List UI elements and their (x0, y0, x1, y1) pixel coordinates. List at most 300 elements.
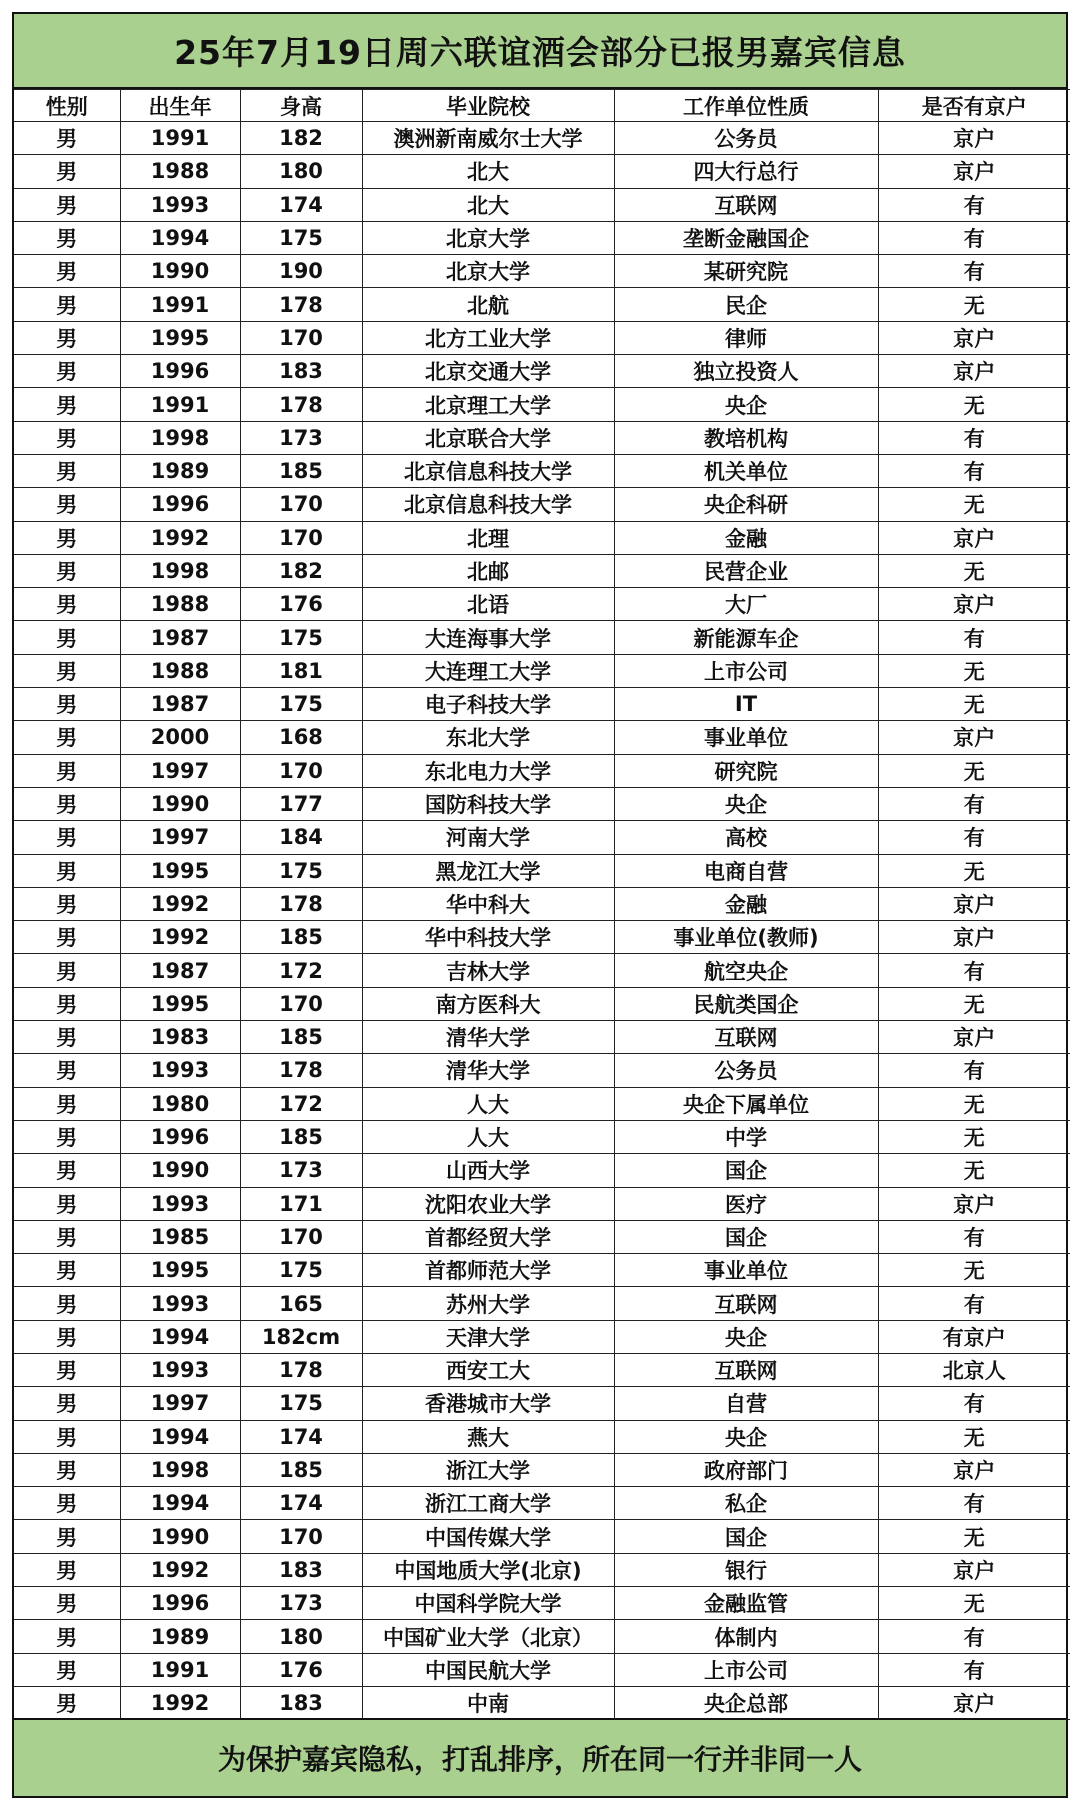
cell-beijing-hukou: 无 (878, 1420, 1070, 1453)
cell-employer-type: 央企 (614, 1320, 878, 1353)
cell-employer-type: 航空央企 (614, 954, 878, 987)
cell-height: 170 (240, 1220, 362, 1253)
cell-school: 北语 (362, 588, 614, 621)
cell-gender: 男 (14, 1220, 120, 1253)
cell-employer-type: 互联网 (614, 1287, 878, 1320)
cell-gender: 男 (14, 221, 120, 254)
cell-beijing-hukou: 北京人 (878, 1353, 1070, 1386)
cell-beijing-hukou: 有 (878, 1620, 1070, 1653)
cell-gender: 男 (14, 1387, 120, 1420)
cell-school: 吉林大学 (362, 954, 614, 987)
cell-beijing-hukou: 无 (878, 854, 1070, 887)
cell-beijing-hukou: 无 (878, 1520, 1070, 1553)
cell-employer-type: 民营企业 (614, 554, 878, 587)
cell-height: 171 (240, 1187, 362, 1220)
cell-gender: 男 (14, 421, 120, 454)
cell-birth-year: 1995 (120, 987, 240, 1020)
cell-employer-type: 自营 (614, 1387, 878, 1420)
cell-beijing-hukou: 京户 (878, 721, 1070, 754)
cell-height: 178 (240, 288, 362, 321)
cell-height: 178 (240, 388, 362, 421)
cell-gender: 男 (14, 1287, 120, 1320)
cell-school: 北方工业大学 (362, 321, 614, 354)
cell-height: 172 (240, 1087, 362, 1120)
cell-gender: 男 (14, 1453, 120, 1486)
cell-employer-type: 国企 (614, 1220, 878, 1253)
cell-birth-year: 1993 (120, 188, 240, 221)
table-row (14, 421, 1070, 454)
cell-height: 173 (240, 421, 362, 454)
cell-height: 178 (240, 1353, 362, 1386)
cell-height: 190 (240, 255, 362, 288)
cell-school: 清华大学 (362, 1054, 614, 1087)
cell-beijing-hukou: 京户 (878, 122, 1070, 155)
cell-height: 170 (240, 987, 362, 1020)
cell-beijing-hukou: 有 (878, 454, 1070, 487)
cell-gender: 男 (14, 954, 120, 987)
cell-gender: 男 (14, 921, 120, 954)
cell-employer-type: 央企下属单位 (614, 1087, 878, 1120)
table-row (14, 488, 1070, 521)
cell-beijing-hukou: 京户 (878, 1686, 1070, 1719)
cell-birth-year: 1987 (120, 688, 240, 721)
cell-gender: 男 (14, 288, 120, 321)
cell-school: 华中科技大学 (362, 921, 614, 954)
privacy-note: 为保护嘉宾隐私，打乱排序，所在同一行并非同一人 (14, 1718, 1066, 1796)
cell-height: 176 (240, 588, 362, 621)
cell-birth-year: 1988 (120, 155, 240, 188)
cell-employer-type: 民航类国企 (614, 987, 878, 1020)
cell-employer-type: 国企 (614, 1520, 878, 1553)
cell-school: 大连理工大学 (362, 654, 614, 687)
table-row (14, 1487, 1070, 1520)
cell-birth-year: 1991 (120, 288, 240, 321)
cell-gender: 男 (14, 1587, 120, 1620)
table-row (14, 887, 1070, 920)
cell-birth-year: 1985 (120, 1220, 240, 1253)
cell-gender: 男 (14, 1320, 120, 1353)
table-row (14, 1520, 1070, 1553)
cell-school: 北大 (362, 155, 614, 188)
cell-height: 175 (240, 1254, 362, 1287)
cell-birth-year: 1991 (120, 388, 240, 421)
cell-beijing-hukou: 无 (878, 288, 1070, 321)
cell-school: 苏州大学 (362, 1287, 614, 1320)
cell-employer-type: 国企 (614, 1154, 878, 1187)
cell-employer-type: 金融监管 (614, 1587, 878, 1620)
cell-gender: 男 (14, 654, 120, 687)
cell-employer-type: 互联网 (614, 1353, 878, 1386)
cell-gender: 男 (14, 188, 120, 221)
cell-beijing-hukou: 无 (878, 1587, 1070, 1620)
cell-employer-type: 机关单位 (614, 454, 878, 487)
cell-height: 176 (240, 1653, 362, 1686)
cell-beijing-hukou: 有 (878, 787, 1070, 820)
cell-employer-type: 上市公司 (614, 1653, 878, 1686)
cell-birth-year: 1987 (120, 621, 240, 654)
cell-school: 国防科技大学 (362, 787, 614, 820)
cell-height: 172 (240, 954, 362, 987)
table-row (14, 954, 1070, 987)
table-row (14, 355, 1070, 388)
cell-employer-type: 上市公司 (614, 654, 878, 687)
cell-gender: 男 (14, 987, 120, 1020)
table-row (14, 787, 1070, 820)
cell-school: 北京大学 (362, 221, 614, 254)
cell-gender: 男 (14, 1254, 120, 1287)
cell-gender: 男 (14, 588, 120, 621)
cell-beijing-hukou: 无 (878, 688, 1070, 721)
table-row (14, 754, 1070, 787)
cell-school: 沈阳农业大学 (362, 1187, 614, 1220)
cell-employer-type: 民企 (614, 288, 878, 321)
cell-beijing-hukou: 无 (878, 554, 1070, 587)
cell-gender: 男 (14, 1620, 120, 1653)
cell-birth-year: 1994 (120, 221, 240, 254)
cell-employer-type: 事业单位 (614, 721, 878, 754)
cell-height: 178 (240, 1054, 362, 1087)
table-row (14, 621, 1070, 654)
cell-beijing-hukou: 无 (878, 754, 1070, 787)
header-employer-type: 工作单位性质 (614, 90, 878, 122)
cell-height: 165 (240, 1287, 362, 1320)
cell-gender: 男 (14, 1120, 120, 1153)
cell-gender: 男 (14, 122, 120, 155)
cell-birth-year: 1994 (120, 1420, 240, 1453)
cell-height: 173 (240, 1587, 362, 1620)
table-row (14, 1120, 1070, 1153)
cell-height: 170 (240, 488, 362, 521)
table-row (14, 921, 1070, 954)
cell-school: 北京信息科技大学 (362, 454, 614, 487)
cell-employer-type: IT (614, 688, 878, 721)
cell-height: 185 (240, 921, 362, 954)
cell-employer-type: 央企 (614, 388, 878, 421)
table-row (14, 1154, 1070, 1187)
header-birth-year: 出生年 (120, 90, 240, 122)
cell-beijing-hukou: 无 (878, 987, 1070, 1020)
cell-height: 174 (240, 188, 362, 221)
cell-beijing-hukou: 无 (878, 1087, 1070, 1120)
cell-birth-year: 1998 (120, 554, 240, 587)
header-school: 毕业院校 (362, 90, 614, 122)
cell-school: 人大 (362, 1120, 614, 1153)
cell-height: 182 (240, 554, 362, 587)
cell-birth-year: 1997 (120, 821, 240, 854)
cell-height: 170 (240, 754, 362, 787)
cell-birth-year: 2000 (120, 721, 240, 754)
cell-employer-type: 电商自营 (614, 854, 878, 887)
cell-birth-year: 1992 (120, 521, 240, 554)
cell-gender: 男 (14, 255, 120, 288)
cell-beijing-hukou: 京户 (878, 1021, 1070, 1054)
cell-height: 185 (240, 1021, 362, 1054)
cell-gender: 男 (14, 1653, 120, 1686)
cell-height: 185 (240, 454, 362, 487)
cell-gender: 男 (14, 754, 120, 787)
cell-school: 黑龙江大学 (362, 854, 614, 887)
guest-info-sheet (12, 12, 1068, 1798)
table-row (14, 1254, 1070, 1287)
cell-beijing-hukou: 京户 (878, 887, 1070, 920)
table-row (14, 1287, 1070, 1320)
cell-height: 181 (240, 654, 362, 687)
cell-height: 184 (240, 821, 362, 854)
cell-beijing-hukou: 京户 (878, 588, 1070, 621)
cell-height: 170 (240, 521, 362, 554)
table-row (14, 1054, 1070, 1087)
cell-school: 北京大学 (362, 255, 614, 288)
cell-gender: 男 (14, 1487, 120, 1520)
cell-school: 浙江大学 (362, 1453, 614, 1486)
cell-gender: 男 (14, 721, 120, 754)
cell-employer-type: 互联网 (614, 188, 878, 221)
cell-gender: 男 (14, 454, 120, 487)
cell-employer-type: 金融 (614, 521, 878, 554)
cell-birth-year: 1993 (120, 1353, 240, 1386)
cell-school: 中国民航大学 (362, 1653, 614, 1686)
cell-gender: 男 (14, 155, 120, 188)
cell-height: 178 (240, 887, 362, 920)
cell-school: 澳洲新南威尔士大学 (362, 122, 614, 155)
table-row (14, 1420, 1070, 1453)
cell-employer-type: 央企总部 (614, 1686, 878, 1719)
cell-beijing-hukou: 京户 (878, 1187, 1070, 1220)
cell-school: 北航 (362, 288, 614, 321)
cell-employer-type: 金融 (614, 887, 878, 920)
table-row (14, 1021, 1070, 1054)
cell-birth-year: 1996 (120, 1120, 240, 1153)
table-row (14, 987, 1070, 1020)
cell-birth-year: 1994 (120, 1320, 240, 1353)
cell-employer-type: 央企 (614, 1420, 878, 1453)
table-row (14, 1387, 1070, 1420)
table-row (14, 588, 1070, 621)
cell-birth-year: 1992 (120, 1553, 240, 1586)
cell-gender: 男 (14, 1553, 120, 1586)
cell-birth-year: 1988 (120, 588, 240, 621)
cell-school: 北理 (362, 521, 614, 554)
cell-beijing-hukou: 有 (878, 1487, 1070, 1520)
cell-employer-type: 垄断金融国企 (614, 221, 878, 254)
table-row (14, 1587, 1070, 1620)
cell-gender: 男 (14, 1087, 120, 1120)
cell-height: 185 (240, 1453, 362, 1486)
cell-birth-year: 1998 (120, 1453, 240, 1486)
cell-employer-type: 银行 (614, 1553, 878, 1586)
cell-beijing-hukou: 有 (878, 1287, 1070, 1320)
cell-gender: 男 (14, 1021, 120, 1054)
cell-birth-year: 1990 (120, 255, 240, 288)
cell-birth-year: 1993 (120, 1187, 240, 1220)
cell-birth-year: 1994 (120, 1487, 240, 1520)
cell-school: 中国科学院大学 (362, 1587, 614, 1620)
cell-height: 173 (240, 1154, 362, 1187)
table-row (14, 288, 1070, 321)
table-row (14, 1453, 1070, 1486)
cell-school: 人大 (362, 1087, 614, 1120)
table-row (14, 1087, 1070, 1120)
cell-gender: 男 (14, 321, 120, 354)
table-row (14, 255, 1070, 288)
cell-school: 中国矿业大学（北京） (362, 1620, 614, 1653)
cell-birth-year: 1996 (120, 1587, 240, 1620)
cell-birth-year: 1991 (120, 122, 240, 155)
cell-beijing-hukou: 无 (878, 488, 1070, 521)
cell-birth-year: 1992 (120, 887, 240, 920)
cell-employer-type: 政府部门 (614, 1453, 878, 1486)
cell-height: 183 (240, 1686, 362, 1719)
cell-height: 170 (240, 321, 362, 354)
header-row (14, 90, 1070, 122)
cell-employer-type: 新能源车企 (614, 621, 878, 654)
cell-employer-type: 公务员 (614, 122, 878, 155)
sheet-title: 25年7月19日周六联谊酒会部分已报男嘉宾信息 (14, 14, 1066, 89)
cell-birth-year: 1990 (120, 1520, 240, 1553)
table-row (14, 1653, 1070, 1686)
cell-height: 175 (240, 621, 362, 654)
header-gender: 性别 (14, 90, 120, 122)
cell-birth-year: 1988 (120, 654, 240, 687)
cell-school: 北京交通大学 (362, 355, 614, 388)
cell-birth-year: 1987 (120, 954, 240, 987)
cell-gender: 男 (14, 521, 120, 554)
cell-birth-year: 1983 (120, 1021, 240, 1054)
table-row (14, 1620, 1070, 1653)
cell-gender: 男 (14, 1420, 120, 1453)
cell-height: 180 (240, 1620, 362, 1653)
cell-school: 燕大 (362, 1420, 614, 1453)
cell-school: 中南 (362, 1686, 614, 1719)
table-row (14, 122, 1070, 155)
cell-beijing-hukou: 京户 (878, 1553, 1070, 1586)
cell-birth-year: 1995 (120, 854, 240, 887)
cell-beijing-hukou: 有 (878, 1054, 1070, 1087)
table-row (14, 454, 1070, 487)
cell-beijing-hukou: 有 (878, 1653, 1070, 1686)
cell-gender: 男 (14, 1187, 120, 1220)
cell-gender: 男 (14, 854, 120, 887)
cell-school: 东北电力大学 (362, 754, 614, 787)
table-row (14, 388, 1070, 421)
table-row (14, 321, 1070, 354)
cell-height: 174 (240, 1487, 362, 1520)
cell-school: 清华大学 (362, 1021, 614, 1054)
cell-employer-type: 医疗 (614, 1187, 878, 1220)
cell-school: 香港城市大学 (362, 1387, 614, 1420)
cell-school: 首都师范大学 (362, 1254, 614, 1287)
cell-school: 南方医科大 (362, 987, 614, 1020)
cell-employer-type: 事业单位(教师) (614, 921, 878, 954)
cell-beijing-hukou: 京户 (878, 355, 1070, 388)
cell-birth-year: 1995 (120, 1254, 240, 1287)
cell-school: 中国传媒大学 (362, 1520, 614, 1553)
cell-birth-year: 1998 (120, 421, 240, 454)
table-row (14, 1686, 1070, 1719)
table-row (14, 1553, 1070, 1586)
cell-beijing-hukou: 无 (878, 1254, 1070, 1287)
cell-birth-year: 1993 (120, 1287, 240, 1320)
cell-beijing-hukou: 京户 (878, 521, 1070, 554)
cell-height: 175 (240, 1387, 362, 1420)
cell-height: 180 (240, 155, 362, 188)
cell-school: 浙江工商大学 (362, 1487, 614, 1520)
cell-school: 北京信息科技大学 (362, 488, 614, 521)
cell-school: 西安工大 (362, 1353, 614, 1386)
cell-gender: 男 (14, 388, 120, 421)
cell-employer-type: 体制内 (614, 1620, 878, 1653)
cell-birth-year: 1995 (120, 321, 240, 354)
cell-birth-year: 1980 (120, 1087, 240, 1120)
cell-employer-type: 事业单位 (614, 1254, 878, 1287)
cell-gender: 男 (14, 887, 120, 920)
cell-birth-year: 1992 (120, 921, 240, 954)
cell-beijing-hukou: 有京户 (878, 1320, 1070, 1353)
cell-beijing-hukou: 京户 (878, 321, 1070, 354)
table-row (14, 221, 1070, 254)
cell-gender: 男 (14, 1353, 120, 1386)
cell-beijing-hukou: 有 (878, 1220, 1070, 1253)
cell-employer-type: 独立投资人 (614, 355, 878, 388)
table-body (14, 122, 1070, 1720)
table-row (14, 1187, 1070, 1220)
cell-school: 北邮 (362, 554, 614, 587)
cell-birth-year: 1989 (120, 1620, 240, 1653)
cell-birth-year: 1993 (120, 1054, 240, 1087)
cell-birth-year: 1990 (120, 787, 240, 820)
cell-school: 北大 (362, 188, 614, 221)
cell-beijing-hukou: 有 (878, 1387, 1070, 1420)
table-row (14, 1220, 1070, 1253)
cell-birth-year: 1991 (120, 1653, 240, 1686)
cell-height: 185 (240, 1120, 362, 1153)
table-row (14, 688, 1070, 721)
cell-gender: 男 (14, 488, 120, 521)
cell-birth-year: 1992 (120, 1686, 240, 1719)
cell-height: 182cm (240, 1320, 362, 1353)
cell-birth-year: 1997 (120, 1387, 240, 1420)
cell-height: 175 (240, 688, 362, 721)
cell-beijing-hukou: 无 (878, 1154, 1070, 1187)
table-header (14, 90, 1070, 122)
cell-birth-year: 1996 (120, 355, 240, 388)
cell-school: 电子科技大学 (362, 688, 614, 721)
cell-employer-type: 公务员 (614, 1054, 878, 1087)
table-row (14, 1353, 1070, 1386)
table-row (14, 521, 1070, 554)
table-row (14, 155, 1070, 188)
cell-school: 首都经贸大学 (362, 1220, 614, 1253)
cell-employer-type: 私企 (614, 1487, 878, 1520)
cell-birth-year: 1990 (120, 1154, 240, 1187)
cell-school: 东北大学 (362, 721, 614, 754)
cell-gender: 男 (14, 1520, 120, 1553)
cell-gender: 男 (14, 821, 120, 854)
cell-beijing-hukou: 无 (878, 654, 1070, 687)
header-height: 身高 (240, 90, 362, 122)
cell-gender: 男 (14, 554, 120, 587)
cell-gender: 男 (14, 1686, 120, 1719)
cell-beijing-hukou: 有 (878, 621, 1070, 654)
cell-school: 中国地质大学(北京) (362, 1553, 614, 1586)
cell-height: 168 (240, 721, 362, 754)
table-row (14, 1320, 1070, 1353)
cell-employer-type: 研究院 (614, 754, 878, 787)
cell-birth-year: 1989 (120, 454, 240, 487)
cell-gender: 男 (14, 355, 120, 388)
cell-height: 175 (240, 854, 362, 887)
cell-beijing-hukou: 京户 (878, 1453, 1070, 1486)
